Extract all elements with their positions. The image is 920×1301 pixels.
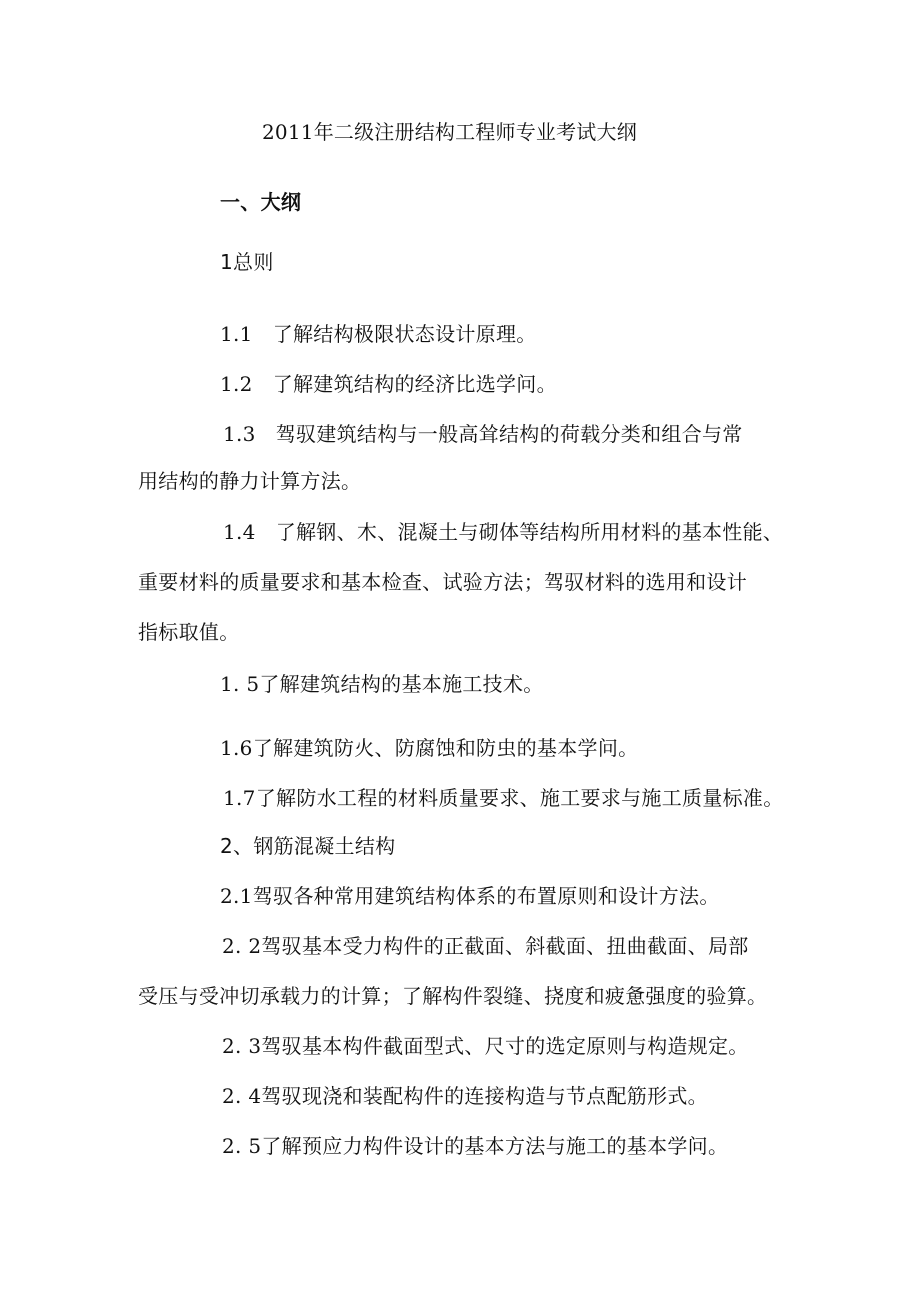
- item-text: 了解钢、木、混凝土与砌体等结构所用材料的基本性能、: [275, 520, 784, 544]
- item-text: 了解建筑结构的经济比选学问。: [272, 372, 557, 396]
- item-number: 2. 3: [222, 1034, 262, 1058]
- item-number: 1.2: [220, 372, 253, 396]
- section-heading-outline: 一、大纲: [220, 190, 302, 214]
- item-1-2: [220, 370, 557, 398]
- item-number: 1.3: [223, 422, 256, 446]
- item-1-6: [220, 734, 638, 762]
- item-1-4: [223, 518, 783, 546]
- item-text: 了解建筑防火、防腐蚀和防虫的基本学问。: [252, 736, 639, 760]
- item-text: 了解建筑结构的基本施工技术。: [259, 672, 544, 696]
- item-1-3: [223, 420, 743, 448]
- item-number: 1.1: [220, 322, 253, 346]
- item-text: 驾驭基本受力构件的正截面、斜截面、扭曲截面、局部: [261, 934, 749, 958]
- item-1-3-continuation: 用结构的静力计算方法。: [138, 469, 362, 493]
- item-2-2: [222, 932, 749, 960]
- item-1-4-continuation: 重要材料的质量要求和基本检查、试验方法；驾驭材料的选用和设计: [138, 570, 747, 594]
- item-2-2-continuation: 受压与受冲切承载力的计算；了解构件裂缝、挠度和疲惫强度的验算。: [138, 984, 768, 1008]
- item-number: 1.6: [220, 736, 253, 760]
- item-text: 驾驭建筑结构与一般高耸结构的荷载分类和组合与常: [275, 422, 743, 446]
- item-number: 2. 4: [222, 1084, 262, 1108]
- item-text: 驾驭各种常用建筑结构体系的布置原则和设计方法。: [252, 884, 720, 908]
- item-2-3: [222, 1032, 749, 1060]
- item-2-1: [220, 882, 720, 910]
- item-1-1: [220, 320, 537, 348]
- document-title: 2011年二级注册结构工程师专业考试大纲: [262, 120, 637, 144]
- item-number: 1.4: [223, 520, 256, 544]
- item-number: 2.1: [220, 884, 253, 908]
- item-1-4-continuation: 指标取值。: [138, 620, 240, 644]
- item-text: 驾驭基本构件截面型式、尺寸的选定原则与构造规定。: [261, 1034, 749, 1058]
- item-2-5: [222, 1132, 728, 1160]
- item-1-5: [220, 670, 544, 698]
- item-text: 了解结构极限状态设计原理。: [272, 322, 537, 346]
- item-number: 2. 5: [222, 1134, 262, 1158]
- subsection-heading-rc-structures: 2、钢筋混凝土结构: [220, 834, 396, 858]
- item-number: 1. 5: [220, 672, 260, 696]
- subsection-heading-general: 1总则: [220, 250, 274, 274]
- item-text: 驾驭现浇和装配构件的连接构造与节点配筋形式。: [261, 1084, 708, 1108]
- item-text: 了解防水工程的材料质量要求、施工要求与施工质量标准。: [255, 786, 784, 810]
- item-number: 2. 2: [222, 934, 262, 958]
- item-1-7: [223, 784, 784, 812]
- item-2-4: [222, 1082, 708, 1110]
- item-text: 了解预应力构件设计的基本方法与施工的基本学问。: [261, 1134, 729, 1158]
- item-number: 1.7: [223, 786, 256, 810]
